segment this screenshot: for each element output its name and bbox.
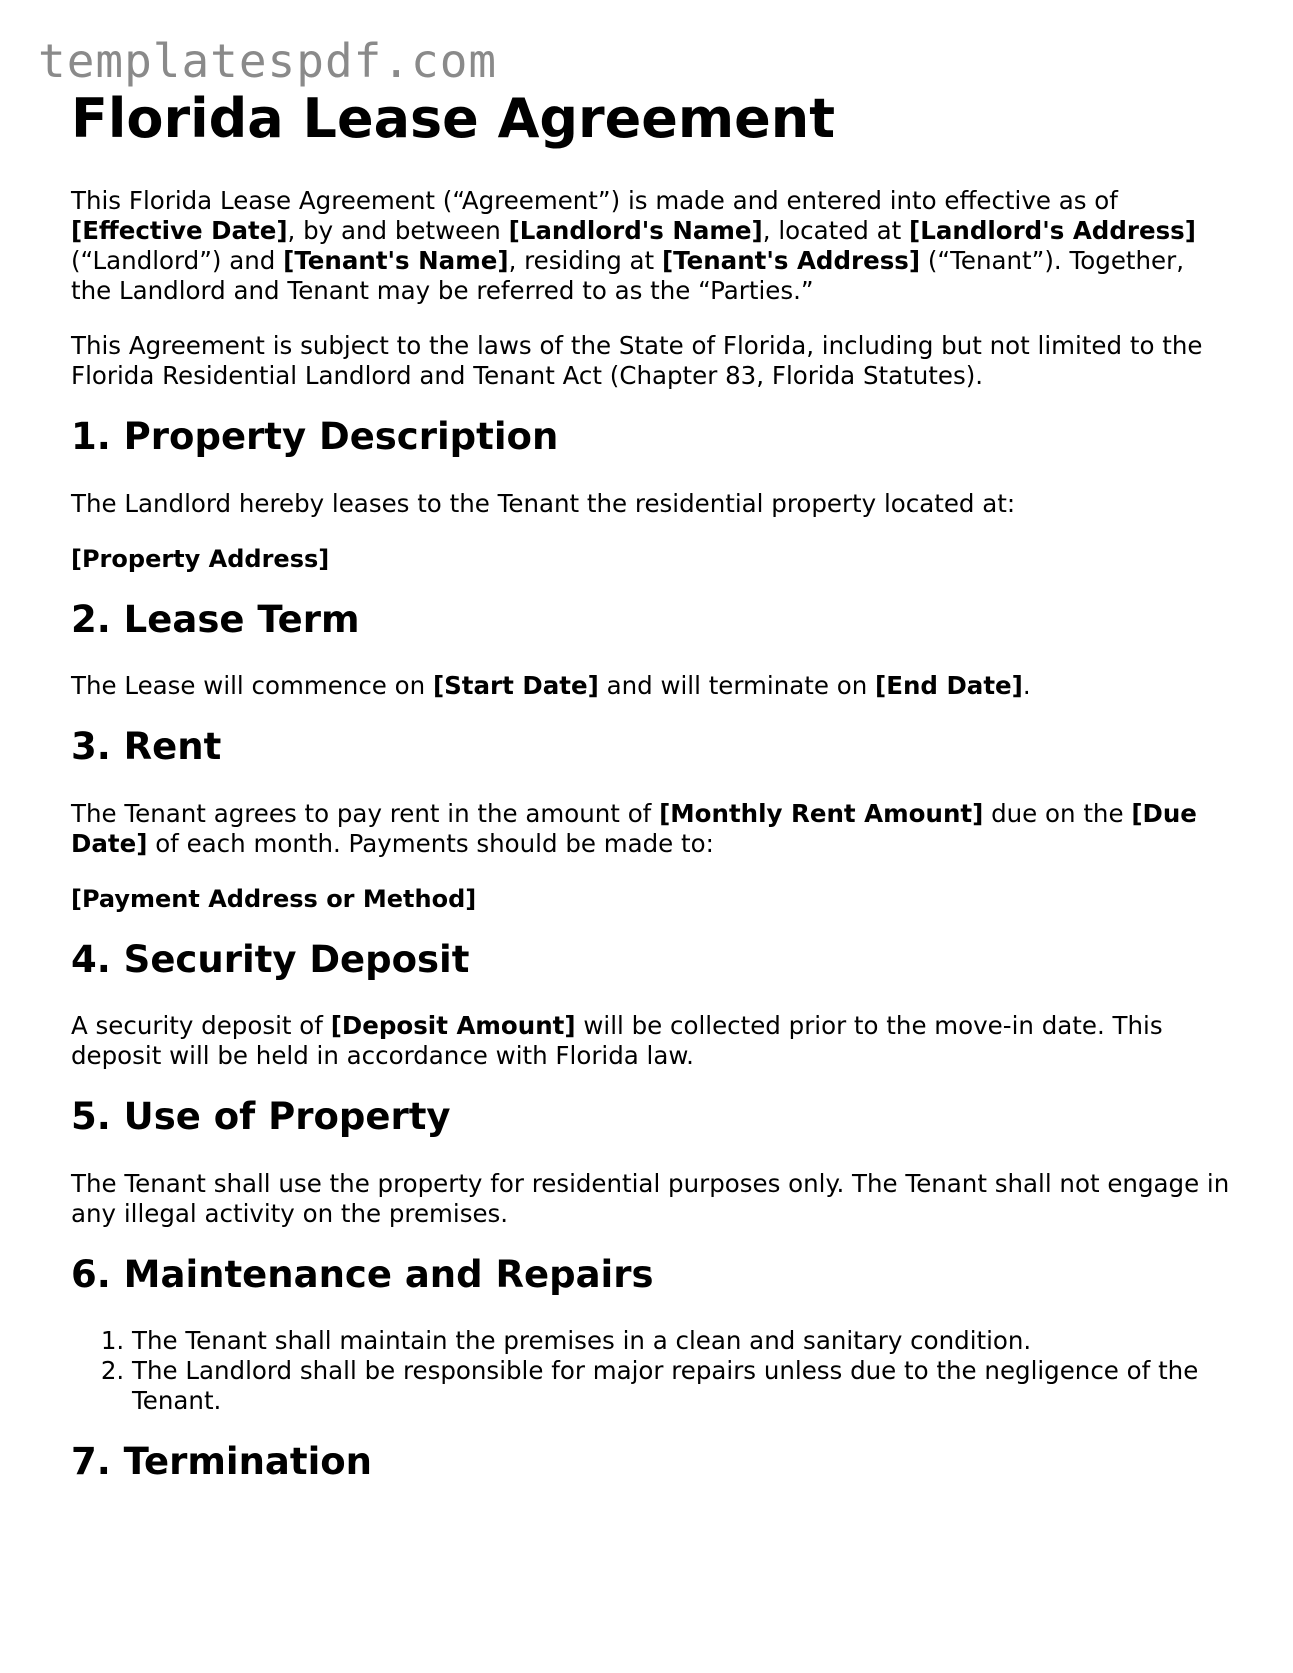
payment-method-field: [Payment Address or Method] — [71, 884, 477, 913]
landlord-name-field: [Landlord's Name] — [508, 216, 763, 246]
document-title: Florida Lease Agreement — [71, 87, 836, 150]
landlord-address-field: [Landlord's Address] — [909, 216, 1196, 246]
intro-text: (“Tenant”). Together, the Landlord and Tenant may be referred to as the “Parties.” — [71, 246, 1184, 306]
section-heading-property: 1. Property Description — [71, 415, 559, 459]
deposit-text: A security deposit of — [71, 1011, 331, 1041]
document-page — [71, 88, 1231, 1514]
effective-date-field: [Effective Date] — [71, 216, 288, 246]
intro-text: , located at — [762, 216, 910, 246]
section-heading-maintenance: 6. Maintenance and Repairs — [71, 1252, 654, 1296]
watermark: templatespdf.com — [38, 34, 498, 88]
lease-term-text: and will terminate on — [598, 671, 876, 701]
lease-term-text: The Lease will commence on — [71, 671, 433, 701]
tenant-name-field: [Tenant's Name] — [283, 246, 509, 276]
rent-text: The Tenant agrees to pay rent in the amount of — [71, 798, 660, 828]
deposit-paragraph — [71, 1011, 1231, 1071]
law-paragraph: This Agreement is subject to the laws of the State of Florida, including but not limited to the Florida Residential Landlord and Tenant Act (Chapter 83, Florida Statutes). — [71, 331, 1203, 391]
lease-term-text: . — [1022, 671, 1031, 701]
deposit-text: will be collected prior to the move-in date. This deposit will be held in accordance with Florida law. — [71, 1011, 1163, 1071]
section-heading-security-deposit: 4. Security Deposit — [71, 937, 470, 981]
due-date-field: [Due Date] — [71, 798, 1197, 858]
intro-text: , by and between — [287, 216, 509, 246]
property-text: The Landlord hereby leases to the Tenant the residential property located at: — [71, 488, 1016, 518]
monthly-rent-field: [Monthly Rent Amount] — [659, 798, 984, 828]
start-date-field: [Start Date] — [432, 671, 599, 701]
end-date-field: [End Date] — [875, 671, 1023, 701]
tenant-address-field: [Tenant's Address] — [661, 246, 921, 276]
maintenance-list — [71, 1326, 1231, 1416]
section-heading-use-of-property: 5. Use of Property — [71, 1095, 451, 1139]
section-heading-rent: 3. Rent — [71, 725, 222, 769]
intro-text: This Florida Lease Agreement (“Agreement”) is made and entered into effective as of — [71, 186, 1118, 216]
section-heading-termination: 7. Termination — [71, 1440, 373, 1484]
property-address-field: [Property Address] — [71, 544, 330, 573]
list-item: 1. The Tenant shall maintain the premises in a clean and sanitary condition. — [132, 1326, 1231, 1356]
rent-text: due on the — [983, 798, 1132, 828]
deposit-amount-field: [Deposit Amount] — [330, 1011, 576, 1041]
section-heading-lease-term: 2. Lease Term — [71, 597, 360, 641]
rent-text: of each month. Payments should be made to: — [147, 828, 714, 858]
lease-term-paragraph — [71, 671, 1231, 701]
rent-paragraph — [71, 799, 1231, 859]
intro-paragraph — [71, 186, 1231, 306]
list-item: 2. The Landlord shall be responsible for major repairs unless due to the negligence of the Tenant. — [132, 1356, 1231, 1416]
intro-text: (“Landlord”) and — [71, 246, 284, 276]
intro-text: , residing at — [508, 246, 662, 276]
use-paragraph: The Tenant shall use the property for residential purposes only. The Tenant shall not engage in any illegal activity on the premises. — [71, 1168, 1230, 1228]
